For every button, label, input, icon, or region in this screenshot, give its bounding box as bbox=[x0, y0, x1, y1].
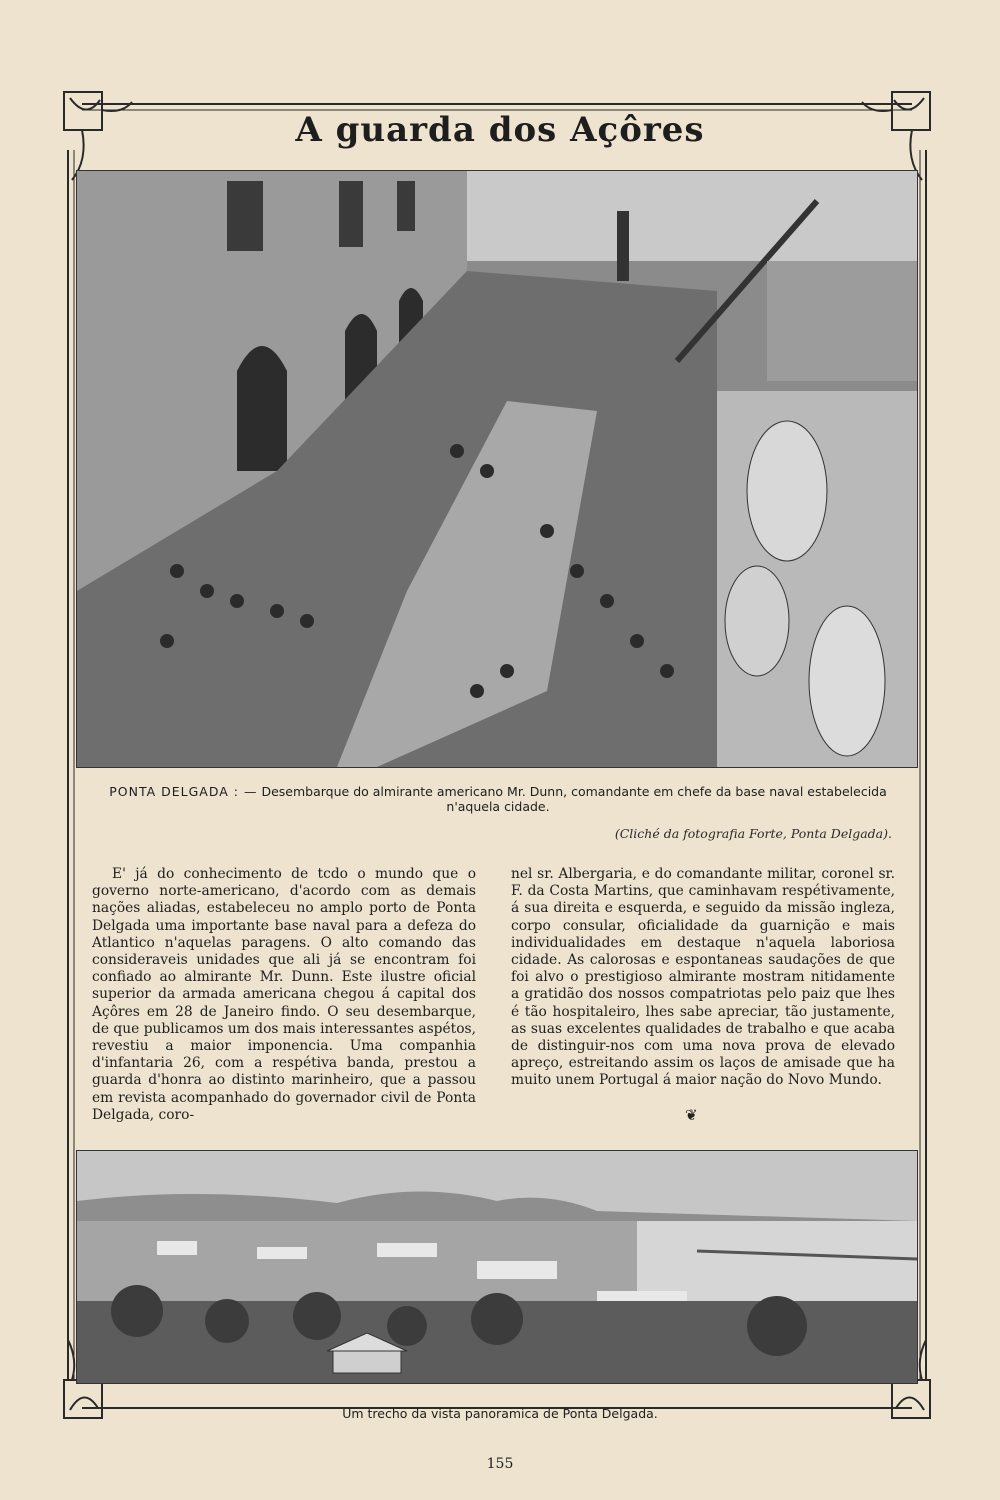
main-photo-caption bbox=[88, 784, 908, 814]
photo-credit: (Cliché da fotografia Forte, Ponta Delgada). bbox=[614, 826, 892, 841]
photograph-admiral-landing bbox=[76, 170, 918, 768]
page-number: 155 bbox=[486, 1456, 514, 1472]
article-title: A guarda dos Açôres bbox=[295, 110, 705, 150]
article-column-right: nel sr. Albergaria, e do comandante militar, coronel sr. F. da Costa Martins, que caminhavam respétivamente, á sua direita e esquerda, e seguido da missão ingleza, corpo consular, oficialidade da guarnição e mais individualidades em destaque n'aquela laboriosa cidade. As calorosas e espontaneas saudações de que foi alvo o prestigioso almirante mostram nitidamente a gratidão dos nossos compatriotas pelo paiz que lhes é tão hospitaleiro, lhes sabe apreciar, tão justamente, as suas excelentes qualidades de trabalho e que acaba de distinguir-nos com uma nova prova de elevado apreço, estreitando assim os laços de amisade que ha muito unem Portugal á maior nação do Novo Mundo. bbox=[511, 866, 895, 1089]
article-column-left: E' já do conhecimento de tcdo o mundo que o governo norte-americano, d'acordo com as demais nações aliadas, estabeleceu no amplo porto de Ponta Delgada uma importante base naval para a defeza do Atlantico n'aquelas paragens. O alto comando das consideraveis unidades que ali já se encontram foi confiado ao almirante Mr. Dunn. Este ilustre oficial superior da armada americana chegou á capital dos Açôres em 28 de Janeiro findo. O seu desembarque, de que publicamos um dos mais interessantes aspétos, revestiu a maior imponencia. Uma companhia d'infantaria 26, com a respétiva banda, prestou a guarda d'honra ao distinto marinheiro, que a passou em revista acompanhado do governador civil de Ponta Delgada, coro- bbox=[92, 866, 476, 1123]
caption-place: PONTA DELGADA : — bbox=[109, 784, 258, 799]
fleuron-ornament: ❦ bbox=[685, 1106, 698, 1124]
caption-text: Desembarque do almirante americano Mr. Dunn, comandante em chefe da base naval estabelecida n'aquela cidade. bbox=[261, 784, 887, 814]
panorama-caption: Um trecho da vista panoramica de Ponta Delgada. bbox=[342, 1406, 658, 1421]
photograph-panorama bbox=[76, 1150, 918, 1384]
